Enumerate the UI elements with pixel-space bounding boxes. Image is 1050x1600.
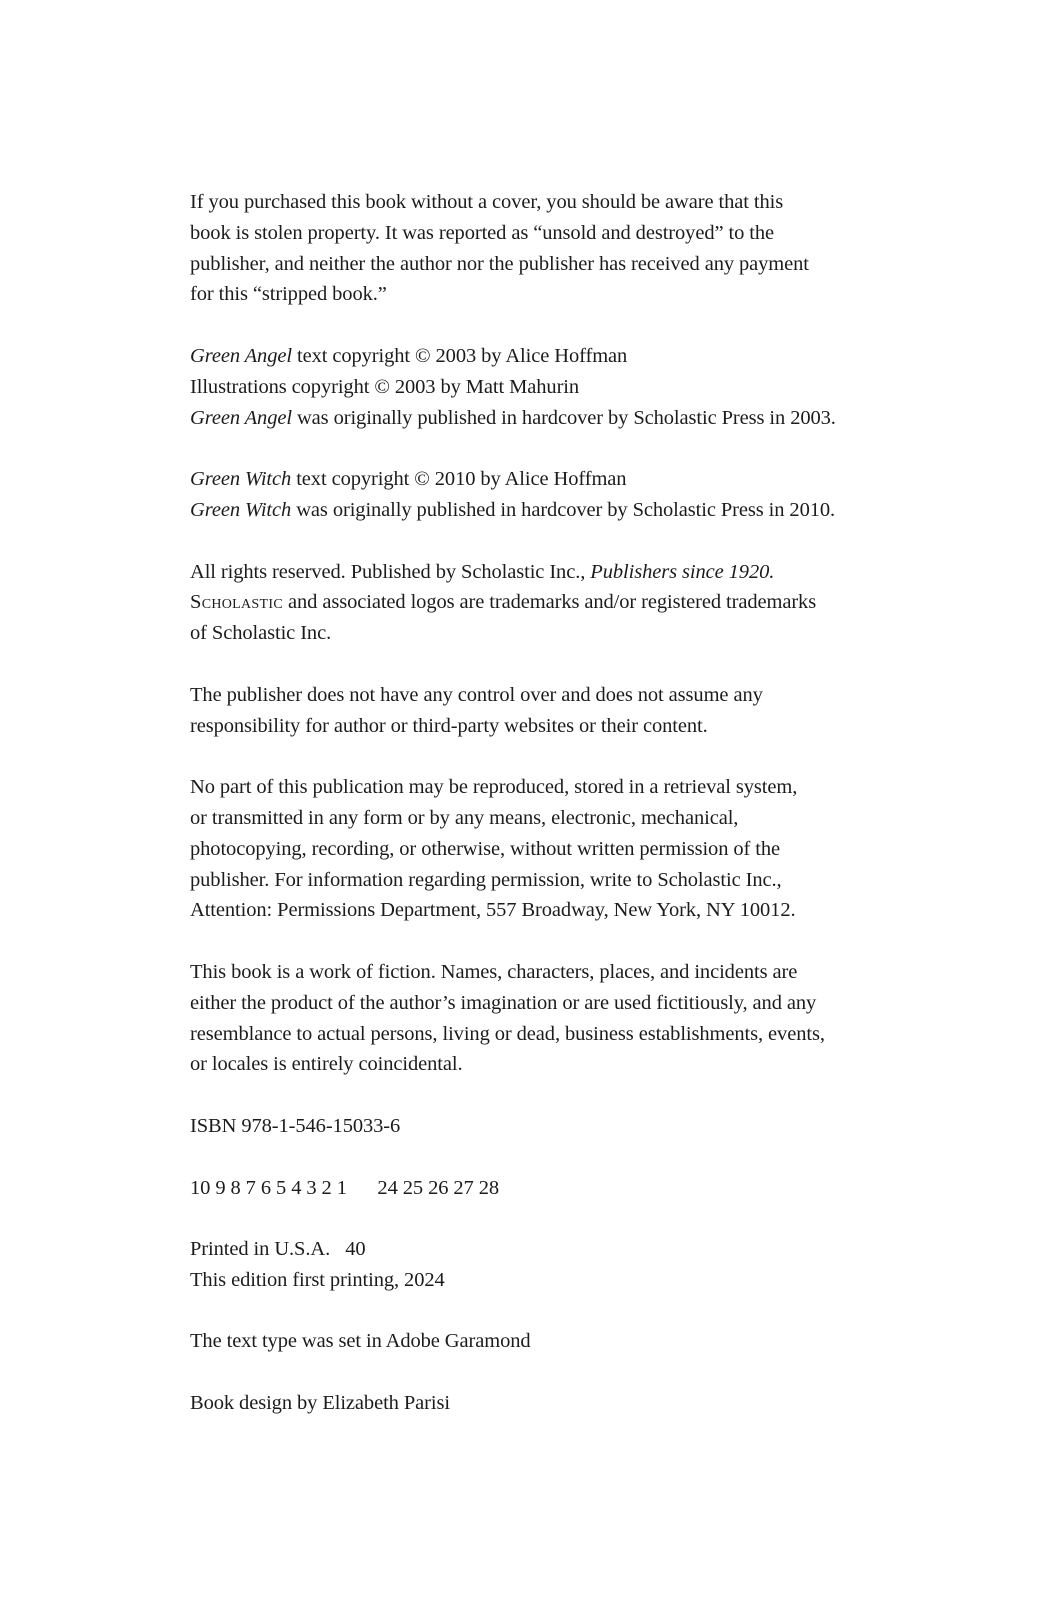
fiction-line-3: resemblance to actual persons, living or dead, business establishments, events, (190, 1022, 825, 1045)
typeface-note (190, 1326, 890, 1357)
rights-line-2 (190, 587, 890, 618)
fiction-line-2: either the product of the author’s imagination or are used fictitiously, and any (190, 991, 817, 1014)
green-angel-copyright (190, 341, 890, 433)
green-angel-copyright-line (190, 341, 890, 372)
green-witch-title: Green Witch (190, 498, 292, 521)
rights-reserved (190, 557, 890, 649)
green-witch-publication-text: was originally published in hardcover by Scholastic Press in 2010. (291, 498, 836, 521)
design-credit (190, 1388, 890, 1419)
reproduction-line-5: Attention: Permissions Department, 557 Broadway, New York, NY 10012. (190, 899, 796, 922)
green-witch-publication-line (190, 495, 890, 526)
trademark-text: and associated logos are trademarks and/or registered trademarks (282, 591, 817, 614)
stripped-notice-line-4: for this “stripped book.” (190, 283, 387, 306)
typeface-text: The text type was set in Adobe Garamond (190, 1330, 531, 1353)
rights-line-1 (190, 557, 890, 588)
rights-text: All rights reserved. Published by Scholastic Inc., (190, 560, 591, 583)
printer-key: 10 9 8 7 6 5 4 3 2 1 24 25 26 27 28 (190, 1176, 500, 1199)
fiction-line-4: or locales is entirely coincidental. (190, 1053, 463, 1076)
rights-line-3: of Scholastic Inc. (190, 622, 332, 645)
reproduction-line-4: publisher. For information regarding permission, write to Scholastic Inc., (190, 868, 782, 891)
publishers-since: Publishers since 1920. (590, 560, 775, 583)
isbn-number: ISBN 978-1-546-15033-6 (190, 1114, 401, 1137)
printed-in: Printed in U.S.A. 40 (190, 1238, 366, 1261)
green-angel-publication-line (190, 403, 890, 434)
green-angel-title: Green Angel (190, 344, 292, 367)
illustrations-copyright-line: Illustrations copyright © 2003 by Matt Mahurin (190, 375, 580, 398)
stripped-notice-line-3: publisher, and neither the author nor the publisher has received any payment (190, 252, 809, 275)
copyright-text-block (190, 187, 890, 1450)
isbn (190, 1111, 890, 1142)
publisher-control-disclaimer (190, 680, 890, 742)
stripped-notice-line-2: book is stolen property. It was reported as “unsold and destroyed” to the (190, 221, 775, 244)
stripped-notice-line-1: If you purchased this book without a cover, you should be aware that this (190, 191, 784, 213)
scholastic-trademark: Scholastic (190, 591, 283, 614)
reproduction-notice (190, 772, 890, 926)
green-witch-title: Green Witch (190, 468, 292, 491)
reproduction-line-3: photocopying, recording, or otherwise, without written permission of the (190, 837, 781, 860)
control-line-2: responsibility for author or third-party websites or their content. (190, 714, 708, 737)
fiction-disclaimer (190, 957, 890, 1080)
design-credit-text: Book design by Elizabeth Parisi (190, 1392, 450, 1415)
green-angel-title: Green Angel (190, 406, 292, 429)
reproduction-line-2: or transmitted in any form or by any means, electronic, mechanical, (190, 806, 739, 829)
green-witch-copyright-text: text copyright © 2010 by Alice Hoffman (291, 468, 627, 491)
control-line-1: The publisher does not have any control over and does not assume any (190, 683, 763, 706)
green-witch-copyright (190, 464, 890, 526)
fiction-line-1: This book is a work of fiction. Names, characters, places, and incidents are (190, 960, 798, 983)
printing-info (190, 1234, 890, 1296)
stripped-book-notice (190, 187, 890, 310)
green-angel-copyright-text: text copyright © 2003 by Alice Hoffman (291, 344, 628, 367)
green-witch-copyright-line (190, 464, 890, 495)
reproduction-line-1: No part of this publication may be reproduced, stored in a retrieval system, (190, 776, 798, 799)
edition-printing: This edition first printing, 2024 (190, 1268, 445, 1291)
green-angel-publication-text: was originally published in hardcover by Scholastic Press in 2003. (291, 406, 836, 429)
printer-line (190, 1173, 890, 1204)
